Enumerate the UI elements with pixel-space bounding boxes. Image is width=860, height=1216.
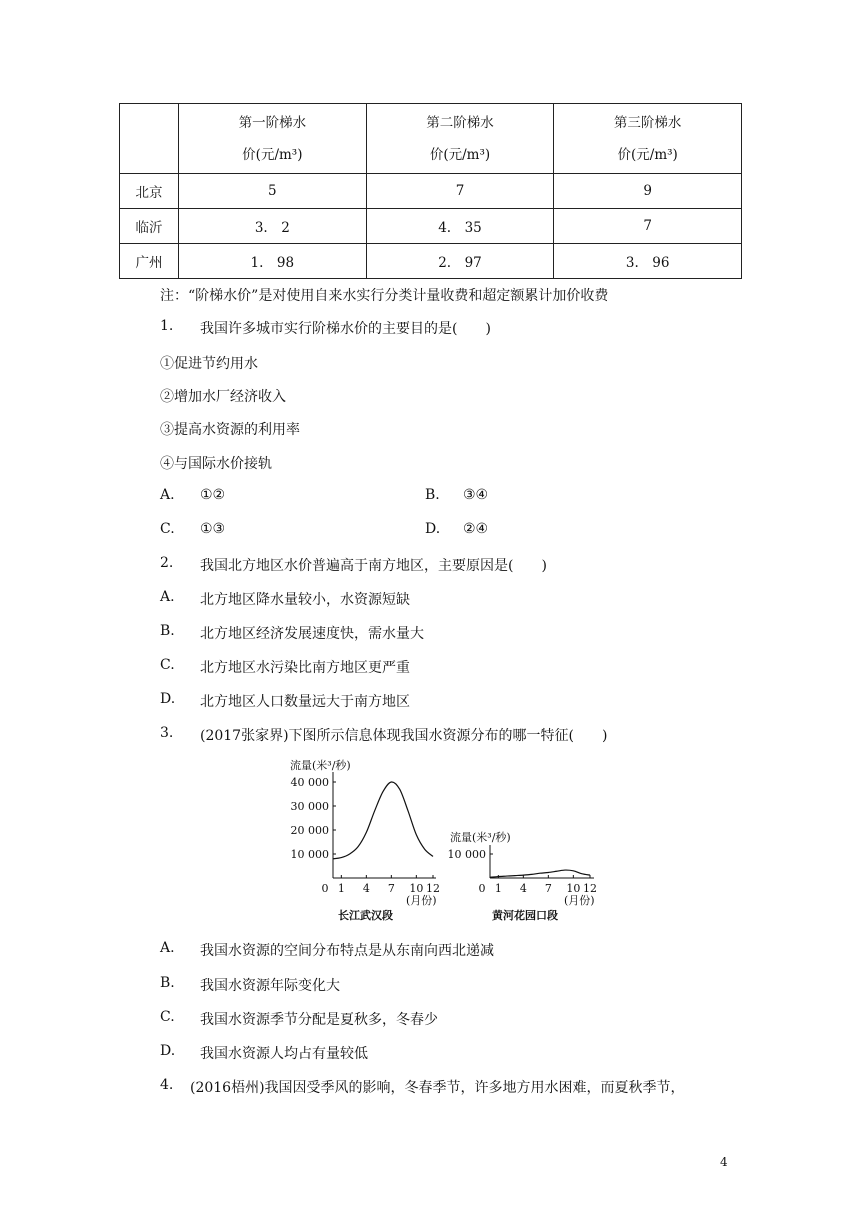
- price-cell: 5: [179, 174, 367, 209]
- q4-number: 4.: [160, 1077, 174, 1093]
- q2-option-c-label: C.: [160, 657, 175, 673]
- q3-text: (2017张家界)下图所示信息体现我国水资源分布的哪一特征( ): [200, 728, 608, 744]
- y-tick-label: 40 000: [290, 776, 329, 789]
- q1-item: ①促进节约用水: [160, 356, 258, 372]
- price-cell: 1. 98: [179, 244, 367, 279]
- q3-option-a-label: A.: [160, 940, 175, 956]
- table-row: [120, 244, 742, 279]
- chart2-xlabel: (月份): [564, 894, 595, 907]
- q1-option-b-label: B.: [425, 487, 440, 503]
- q3-number: 3.: [160, 725, 174, 741]
- x-tick-label: 1: [337, 882, 345, 895]
- table-note: 注：“阶梯水价”是对使用自来水实行分类计量收费和超定额累计加价收费: [160, 288, 609, 304]
- x-tick-label: 12: [426, 882, 440, 895]
- header-tier-1: 第一阶梯水 价(元/m³): [179, 104, 367, 174]
- y-tick-label: 30 000: [290, 800, 329, 813]
- q1-option-d-label: D.: [425, 521, 441, 537]
- price-cell: 2. 97: [366, 244, 554, 279]
- x-tick-label: 0: [321, 882, 329, 895]
- x-tick-label: 12: [583, 882, 597, 895]
- q3-option-b-text: 我国水资源年际变化大: [200, 978, 340, 994]
- q1-option-b-text: ③④: [463, 487, 489, 503]
- price-cell: 3. 2: [179, 209, 367, 244]
- q1-option-d-text: ②④: [463, 521, 489, 537]
- q1-item: ②增加水厂经济收入: [160, 389, 286, 405]
- flow-charts: [280, 752, 620, 932]
- q2-option-a-text: 北方地区降水量较小，水资源短缺: [200, 592, 410, 608]
- q1-item: ③提高水资源的利用率: [160, 422, 300, 438]
- chart2-title: 黄河花园口段: [492, 909, 558, 922]
- page-number: 4: [720, 1155, 728, 1169]
- table-row: [120, 174, 742, 209]
- price-cell: 4. 35: [366, 209, 554, 244]
- x-tick-label: 0: [478, 882, 486, 895]
- x-tick-label: 7: [387, 882, 395, 895]
- y-tick-label: 20 000: [290, 824, 329, 837]
- price-cell: 3. 96: [554, 244, 742, 279]
- q3-option-d-text: 我国水资源人均占有量较低: [200, 1046, 368, 1062]
- q1-option-c-label: C.: [160, 521, 175, 537]
- water-price-table: [119, 103, 742, 279]
- table-row: [120, 209, 742, 244]
- q2-text: 我国北方地区水价普遍高于南方地区，主要原因是( ): [200, 558, 547, 574]
- header-tier-2: 第二阶梯水 价(元/m³): [366, 104, 554, 174]
- chart1-xlabel: (月份): [406, 894, 437, 907]
- header-tier-3: 第三阶梯水 价(元/m³): [554, 104, 742, 174]
- q3-option-c-label: C.: [160, 1009, 175, 1025]
- q1-option-a-text: ①②: [200, 487, 226, 503]
- table-header-row: [120, 104, 742, 174]
- q1-text: 我国许多城市实行阶梯水价的主要目的是( ): [200, 321, 491, 337]
- city-cell: 北京: [120, 174, 179, 209]
- x-tick-label: 10: [409, 882, 424, 895]
- x-tick-label: 1: [494, 882, 502, 895]
- chart1-series-line: [333, 782, 433, 859]
- price-cell: 7: [554, 209, 742, 244]
- q1-option-c-text: ①③: [200, 521, 226, 537]
- q4-text: (2016梧州)我国因受季风的影响，冬春季节，许多地方用水困难，而夏秋季节，: [190, 1080, 685, 1096]
- chart2-ylabel: 流量(米³/秒): [450, 831, 511, 844]
- q1-number: 1.: [160, 318, 174, 334]
- q3-option-a-text: 我国水资源的空间分布特点是从东南向西北递减: [200, 943, 494, 959]
- chart2-series-line: [490, 870, 590, 877]
- q2-number: 2.: [160, 555, 174, 571]
- x-tick-label: 4: [519, 882, 527, 895]
- price-cell: 9: [554, 174, 742, 209]
- city-cell: 临沂: [120, 209, 179, 244]
- q2-option-c-text: 北方地区水污染比南方地区更严重: [200, 660, 410, 676]
- q2-option-d-text: 北方地区人口数量远大于南方地区: [200, 694, 410, 710]
- q2-option-b-label: B.: [160, 623, 175, 639]
- city-cell: 广州: [120, 244, 179, 279]
- y-tick-label: 10 000: [290, 848, 329, 861]
- q1-item: ④与国际水价接轨: [160, 456, 272, 472]
- x-tick-label: 4: [362, 882, 370, 895]
- table-corner-cell: [120, 104, 179, 174]
- y-tick-label: 10 000: [447, 848, 486, 861]
- x-tick-label: 7: [544, 882, 552, 895]
- q2-option-d-label: D.: [160, 691, 176, 707]
- price-cell: 7: [366, 174, 554, 209]
- q2-option-a-label: A.: [160, 589, 175, 605]
- q3-option-c-text: 我国水资源季节分配是夏秋多，冬春少: [200, 1012, 438, 1028]
- q3-option-d-label: D.: [160, 1043, 176, 1059]
- chart1-ylabel: 流量(米³/秒): [290, 759, 351, 772]
- chart1-title: 长江武汉段: [338, 909, 393, 922]
- q1-option-a-label: A.: [160, 487, 175, 503]
- x-tick-label: 10: [566, 882, 581, 895]
- q3-option-b-label: B.: [160, 975, 175, 991]
- q2-option-b-text: 北方地区经济发展速度快，需水量大: [200, 626, 424, 642]
